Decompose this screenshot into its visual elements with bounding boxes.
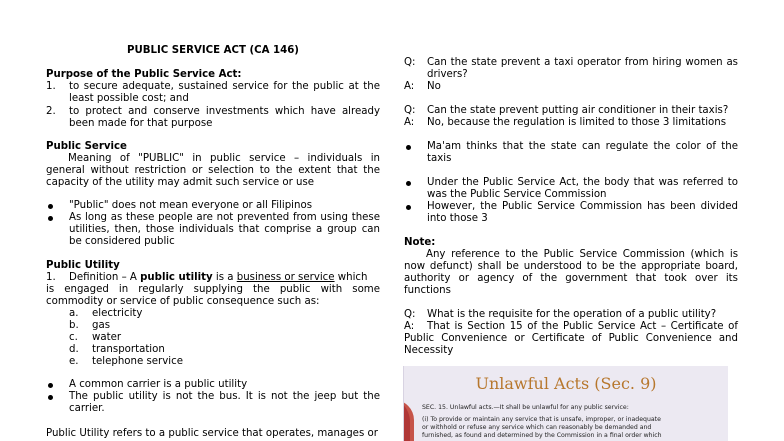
example-letter: b. <box>69 320 79 331</box>
bullet-icon <box>46 201 54 213</box>
right-bullet-3-line-1: However, the Public Service Commission has been divided <box>427 201 738 212</box>
right-bullet-2-line-2: was the Public Service Commission <box>427 189 607 200</box>
bullet-icon <box>46 380 54 392</box>
qa1-question-line-2: drivers? <box>427 69 468 80</box>
public-service-heading: Public Service <box>46 141 127 152</box>
right-bullet-1-line-1: Ma'am thinks that the state can regulate the color of the <box>427 141 738 152</box>
utility-bullet-1-text: A common carrier is a public utility <box>69 379 248 390</box>
utility-bullet-2-line-1: The public utility is not the bus. It is not the jeep but the <box>69 391 380 402</box>
public-utility-heading: Public Utility <box>46 260 120 271</box>
qa3-question: What is the requisite for the operation of a public utility? <box>427 309 717 320</box>
slide-line-4: furnished, as found and determined by the Commission in a final order which <box>422 432 662 439</box>
meaning-line-1: Meaning of "PUBLIC" in public service – individuals in <box>68 153 380 164</box>
qa2-question: Can the state prevent putting air conditioner in their taxis? <box>427 105 729 116</box>
note-line-3: authority or agency of the government that took over its <box>404 273 738 284</box>
purpose-item-1-line-2: least possible cost; and <box>69 93 189 104</box>
qa2-answer: No, because the regulation is limited to those 3 limitations <box>427 117 727 128</box>
purpose-item-1-number: 1. <box>46 81 56 92</box>
qa1-a-label: A: <box>404 81 415 92</box>
bullet-icon <box>404 178 412 190</box>
right-bullet-1-line-2: taxis <box>427 153 452 164</box>
definition-line-2: is engaged in regularly supplying the public with some <box>46 284 380 295</box>
definition-number: 1. <box>46 272 56 283</box>
qa3-answer-line-2: Public Convenience or Certificate of Public Convenience and <box>404 333 738 344</box>
slide-line-2: (i) To provide or maintain any service that is unsafe, improper, or inadequate <box>422 416 661 423</box>
note-line-2: now defunct) shall be understood to be the appropriate board, <box>404 261 738 272</box>
public-bullet-2-line-2: utilities, then, those individuals that comprise a group can <box>69 224 380 235</box>
qa2-q-label: Q: <box>404 105 416 116</box>
example-letter: e. <box>69 356 79 367</box>
purpose-heading: Purpose of the Public Service Act: <box>46 69 242 80</box>
example-item: electricity <box>92 308 143 319</box>
public-bullet-2-line-3: be considered public <box>69 236 175 247</box>
document-title: PUBLIC SERVICE ACT (CA 146) <box>127 45 299 56</box>
qa2-a-label: A: <box>404 117 415 128</box>
public-bullet-1-text: "Public" does not mean everyone or all Filipinos <box>69 200 313 211</box>
slide-line-3: or withhold or refuse any service which can reasonably be demanded and <box>422 424 652 431</box>
qa3-answer-line-3: Necessity <box>404 345 454 356</box>
qa1-question-line-1: Can the state prevent a taxi operator from hiring women as <box>427 57 738 68</box>
purpose-item-2-line-2: been made for that purpose <box>69 118 213 129</box>
example-item: water <box>92 332 122 343</box>
decorative-swoosh-accent <box>403 400 414 441</box>
purpose-item-1-line-1: to secure adequate, sustained service for the public at the <box>69 81 380 92</box>
example-letter: a. <box>69 308 79 319</box>
note-heading: Note: <box>404 237 436 248</box>
qa1-q-label: Q: <box>404 57 416 68</box>
purpose-item-2-line-1: to protect and conserve investments which have already <box>69 106 380 117</box>
bullet-icon <box>46 392 54 404</box>
public-bullet-2-line-1: As long as these people are not prevented from using these <box>69 212 380 223</box>
definition-underlined: business or service <box>236 272 335 283</box>
right-bullet-3-line-2: into those 3 <box>427 213 488 224</box>
definition-line-3: commodity or service of public consequence such as: <box>46 296 320 307</box>
bullet-icon <box>404 202 412 214</box>
note-line-4: functions <box>404 285 451 296</box>
qa3-a-label: A: <box>404 321 415 332</box>
utility-bullet-2-line-2: carrier. <box>69 403 105 414</box>
qa3-answer-line-1: That is Section 15 of the Public Service Act – Certificate of <box>427 321 738 332</box>
slide-line-1: SEC. 15. Unlawful acts.—It shall be unlawful for any public service: <box>422 404 629 411</box>
slide-title: Unlawful Acts (Sec. 9) <box>475 374 657 393</box>
meaning-line-2: general without restriction or selection to the extent that the <box>46 165 380 176</box>
example-item: transportation <box>92 344 165 355</box>
example-item: gas <box>92 320 111 331</box>
qa3-q-label: Q: <box>404 309 416 320</box>
example-letter: c. <box>69 332 78 343</box>
qa1-answer: No <box>427 81 441 92</box>
closing-line: Public Utility refers to a public service that operates, manages or <box>46 428 378 439</box>
bullet-icon <box>46 213 54 225</box>
right-bullet-2-line-1: Under the Public Service Act, the body that was referred to <box>427 177 738 188</box>
embedded-slide-image <box>403 366 728 441</box>
meaning-line-3: capacity of the utility may admit such service or use <box>46 177 315 188</box>
definition-first-line: Definition – A public utility is a business or service which <box>69 272 368 283</box>
definition-term: public utility <box>140 272 213 283</box>
example-letter: d. <box>69 344 79 355</box>
bullet-icon <box>404 142 412 154</box>
purpose-item-2-number: 2. <box>46 106 56 117</box>
example-item: telephone service <box>92 356 183 367</box>
note-line-1: Any reference to the Public Service Commission (which is <box>426 249 738 260</box>
